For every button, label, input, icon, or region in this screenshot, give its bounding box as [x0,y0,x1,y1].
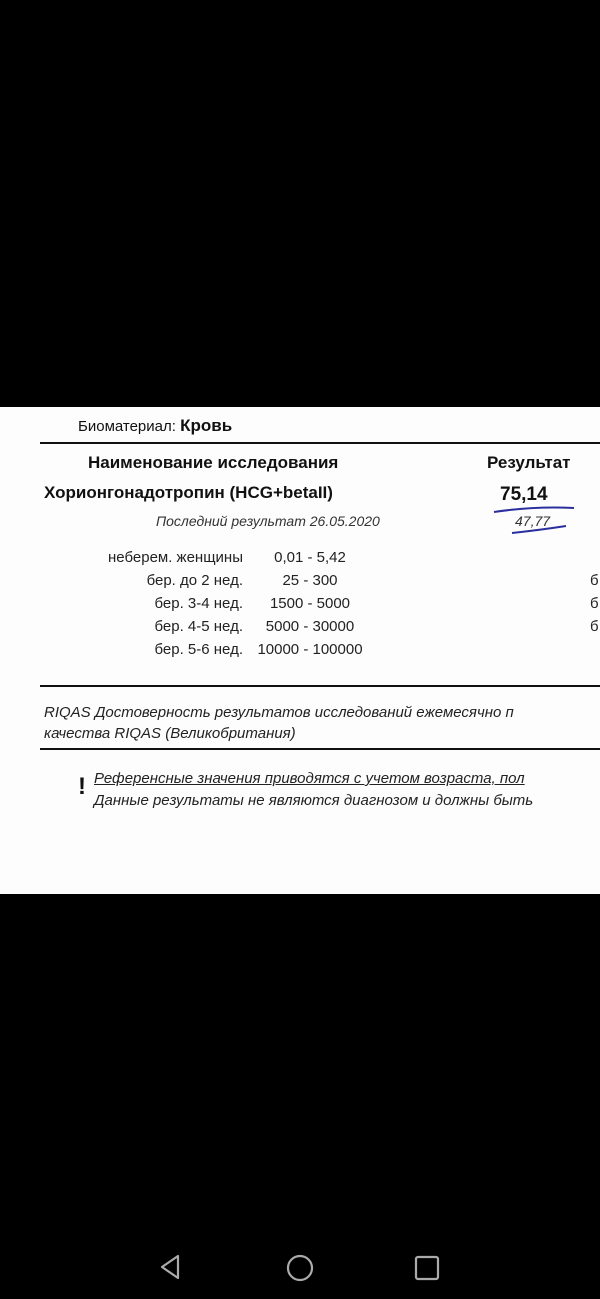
riqas-line-1: RIQAS Достоверность результатов исследований ежемесячно п [44,704,514,721]
reference-extra: б [590,595,599,612]
reference-extra: б [590,572,599,589]
reference-label: бер. 5-6 нед. [154,641,243,658]
column-header-name: Наименование исследования [88,453,339,472]
note-line-1: Референсные значения приводятся с учетом возраста, пол [94,770,525,787]
lab-report-photo [0,407,600,894]
biomaterial-label: Биоматериал: [78,418,176,435]
recents-icon[interactable] [413,1254,441,1282]
reference-range: 1500 - 5000 [269,595,351,612]
reference-range: 10000 - 100000 [257,641,363,658]
previous-result-label: Последний результат 26.05.2020 [156,513,380,529]
reference-label: неберем. женщины [108,549,243,566]
reference-extra: б [590,618,599,635]
biomaterial [78,416,232,436]
test-result: 75,14 [500,484,548,505]
reference-range: 25 - 300 [282,572,338,589]
test-name: Хорионгонадотропин (HCG+betaII) [44,483,333,502]
divider-middle [40,685,600,687]
reference-label: бер. до 2 нед. [146,572,243,589]
exclamation-icon: ! [78,773,86,800]
reference-label: бер. 3-4 нед. [154,595,243,612]
reference-range: 0,01 - 5,42 [274,549,346,566]
reference-label: бер. 4-5 нед. [154,618,243,635]
divider-top [40,442,600,444]
biomaterial-value: Кровь [180,416,233,435]
column-header-result: Результат [487,453,571,472]
home-icon[interactable] [284,1252,316,1284]
divider-bottom [40,748,600,750]
riqas-line-2: качества RIQAS (Великобритания) [44,725,296,742]
handwritten-underline [490,502,580,542]
note-line-2: Данные результаты не являются диагнозом и должны быть [94,792,534,809]
previous-result-value: 47,77 [515,513,551,529]
back-icon[interactable] [156,1252,186,1282]
reference-range: 5000 - 30000 [265,618,355,635]
android-navbar [0,1230,600,1299]
